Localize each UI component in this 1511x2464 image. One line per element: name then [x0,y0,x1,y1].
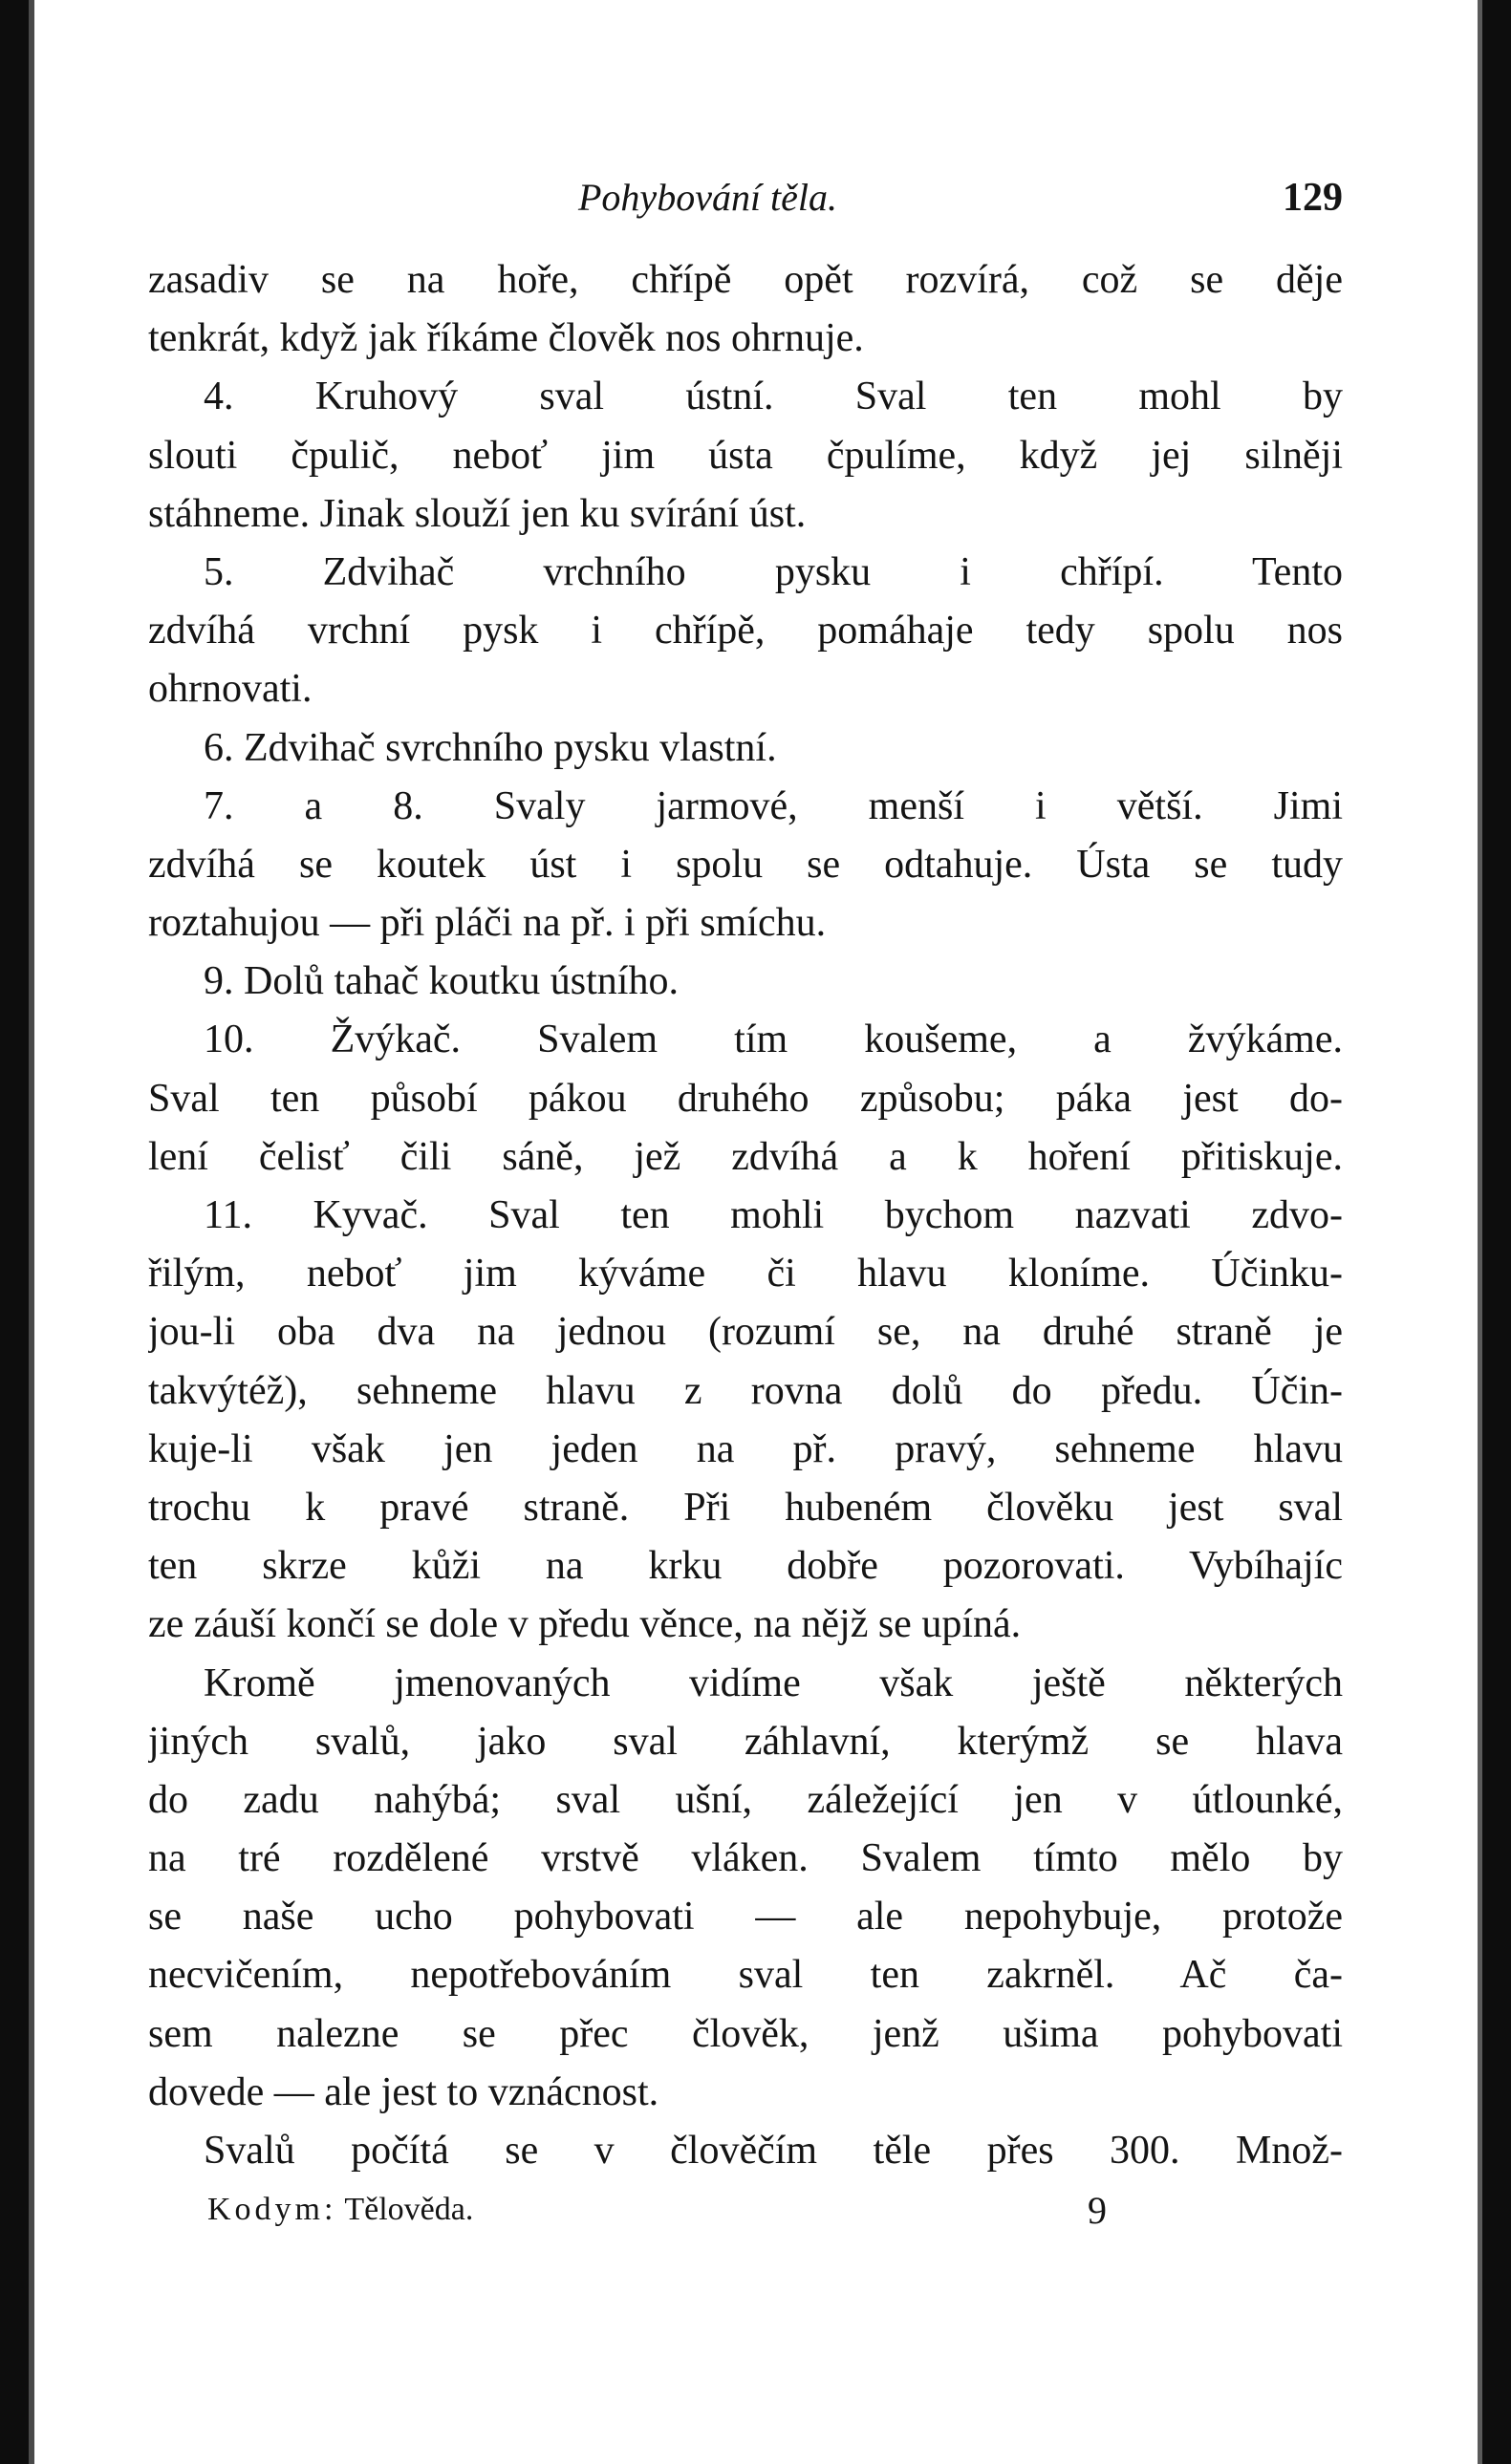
text-line: Kromě jmenovaných vidíme však ještě některých [204,1661,1343,1705]
text-line: ten skrze kůži na krku dobře pozorovati. Vybíhajíc [148,1544,1343,1589]
text-line: 10. Žvýkač. Svalem tím koušeme, a žvýkáme. [204,1018,1343,1062]
text-line: slouti čpulič, neboť jim ústa čpulíme, když jej silněji [148,433,1343,478]
text-line: takvýtéž), sehneme hlavu z rovna dolů do předu. Účin- [148,1368,1343,1413]
text-line: zdvíhá vrchní pysk i chřípě, pomáhaje tedy spolu nos [148,609,1343,653]
text-line: 5. Zdvihač vrchního pysku i chřípí. Tento [204,549,1343,594]
text-line: dovede — ale jest to vznácnost. [148,2069,659,2114]
text-line: 6. Zdvihač svrchního pysku vlastní. [204,725,777,770]
page-number: 129 [1283,176,1343,220]
scan-left-edge [0,0,29,2464]
text-line: ze záuší končí se dole v předu věnce, na nějž se upíná. [148,1602,1022,1647]
text-line: jou-li oba dva na jednou (rozumí se, na druhé straně je [148,1310,1343,1355]
text-line: na tré rozdělené vrstvě vláken. Svalem tímto mělo by [148,1836,1343,1881]
signature-mark: 9 [1088,2189,1107,2233]
signature-author: Kodym: [207,2192,337,2228]
text-line: lení čelisť čili sáně, jež zdvíhá a k hoření přitiskuje. [148,1134,1343,1179]
text-line: Svalů počítá se v člověčím těle přes 300. Množ- [204,2129,1343,2173]
text-line: sem nalezne se přec člověk, jenž ušima pohybovati [148,2011,1343,2056]
text-line: trochu k pravé straně. Při hubeném člověku jest sval [148,1485,1343,1530]
text-line: tenkrát, když jak říkáme člověk nos ohrnuje. [148,316,864,361]
text-line: kuje-li však jen jeden na př. pravý, sehneme hlavu [148,1426,1343,1471]
text-line: Sval ten působí pákou druhého způsobu; páka jest do- [148,1076,1343,1121]
page-footer [148,2188,1343,2245]
printer-signature [207,2192,473,2228]
scan-right-edge-shadow [1478,0,1482,2464]
text-line: se naše ucho pohybovati — ale nepohybuje, protože [148,1895,1343,1939]
text-line: roztahujou — při pláči na př. i při smíchu. [148,901,827,946]
text-line: 4. Kruhový sval ústní. Sval ten mohl by [204,375,1343,419]
text-line: ohrnovati. [148,667,313,712]
text-line: do zadu nahýbá; sval ušní, záležející jen v útlounké, [148,1777,1343,1822]
body-text [148,251,1343,2180]
text-line: zasadiv se na hoře, chřípě opět rozvírá, což se děje [148,258,1343,302]
text-line: 9. Dolů tahač koutku ústního. [204,959,679,1004]
text-line: 11. Kyvač. Sval ten mohli bychom nazvati zdvo- [204,1193,1343,1237]
text-line: 7. a 8. Svaly jarmové, menší i větší. Jimi [204,783,1343,828]
text-line: řilým, neboť jim kýváme či hlavu kloníme. Účinku- [148,1252,1343,1296]
text-line: stáhneme. Jinak slouží jen ku svírání úst. [148,491,807,536]
text-line: necvičením, nepotřebováním sval ten zakrněl. Ač ča- [148,1953,1343,1998]
running-head-title: Pohybování těla. [578,176,838,219]
text-line: jiných svalů, jako sval záhlavní, kterýmž se hlava [148,1719,1343,1764]
text-line: zdvíhá se koutek úst i spolu se odtahuje. Ústa se tudy [148,842,1343,887]
scan-left-edge-shadow [29,0,34,2464]
scan-right-edge [1482,0,1511,2464]
book-page [148,175,1343,2245]
running-head [148,175,1343,234]
signature-book: Tělověda. [344,2192,474,2228]
